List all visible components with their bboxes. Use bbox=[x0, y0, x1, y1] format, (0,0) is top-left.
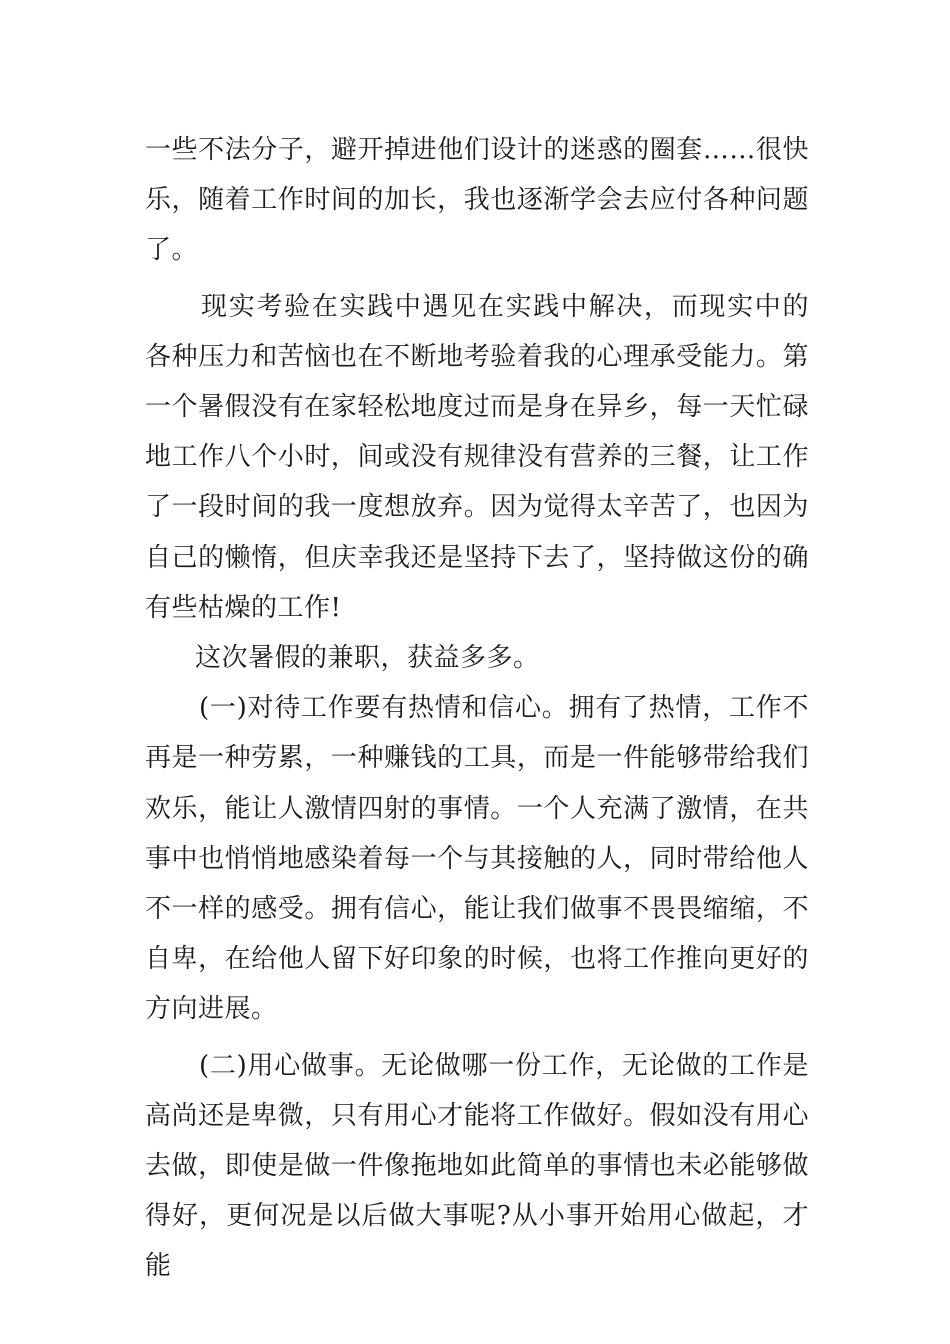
paragraph-reality-test: 现实考验在实践中遇见在实践中解决，而现实中的各种压力和苦恼也在不断地考验着我的心理承受能力。第一个暑假没有在家轻松地度过而是身在异乡，每一天忙碌地工作八个小时，间或没有规律没有营养的三餐，让工作了一段时间的我一度想放弃。因为觉得太辛苦了，也因为自己的懒惰，但庆幸我还是坚持下去了，坚持做这份的确有些枯燥的工作! bbox=[145, 291, 809, 623]
paragraph-summary: 这次暑假的兼职，获益多多。 bbox=[195, 643, 540, 674]
paragraph-point-two: (二)用心做事。无论做哪一份工作，无论做的工作是高尚还是卑微，只有用心才能将工作做好。假如没有用心去做，即使是做一件像拖地如此简单的事情也未必能够做得好，更何况是以后做大事呢?从小事开始用心做起，才能 bbox=[145, 1050, 809, 1282]
document-body bbox=[145, 125, 809, 1292]
paragraph-point-one: (一)对待工作要有热情和信心。拥有了热情，工作不再是一种劳累，一种赚钱的工具，而是一件能够带给我们欢乐，能让人激情四射的事情。一个人充满了激情，在共事中也悄悄地感染着每一个与其接触的人，同时带给他人不一样的感受。拥有信心，能让我们做事不畏畏缩缩，不自卑，在给他人留下好印象的时候，也将工作推向更好的方向进展。 bbox=[145, 693, 809, 1025]
paragraph-continuation: 一些不法分子，避开掉进他们设计的迷惑的圈套……很快乐，随着工作时间的加长，我也逐渐学会去应付各种问题了。 bbox=[145, 135, 809, 266]
